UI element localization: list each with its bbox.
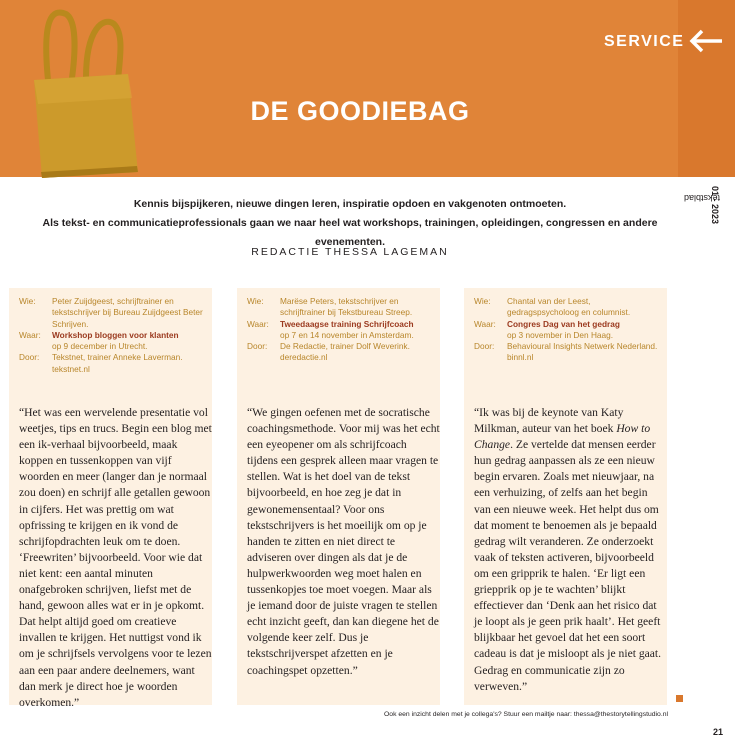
intro-line-2: Als tekst- en communicatieprofessionals gaan we naar heel wat workshops, trainingen, opleidingen, congressen en andere evenementen. <box>42 217 658 248</box>
page-number: 21 <box>713 727 724 737</box>
quote-part-2: . Ze vertelde dat mensen eerder hun gedrag aanpassen als ze een nieuw begin ervaren. Zoals met nieuwjaar, na een verhuizing, of zelfs aan het begin van een nieuwe week. Het helpt dus om dat moment te benoemen als je bepaald gedrag wilt veranderen. Ze onderzoekt vaak of teksten activeren, bijvoorbeeld om een gripprik te halen. ‘Er ligt een griepprik op je te wachten’ blijkt effectiever dan ‘Denk aan het risico dat je loopt als je geen prik haalt’. Het geeft blijkbaar het gevoel dat het een soort cadeau is dat je misloopt als je niet gaat. Gedrag en communicatie zijn zo verweven.” <box>474 438 662 693</box>
waar-label: Waar: <box>247 318 269 329</box>
wie-value: Marëse Peters, tekstschrijver en schrijftrainer bij Tekstbureau Streep. <box>280 296 413 318</box>
byline: REDACTIE THESSA LAGEMAN <box>251 246 449 258</box>
section-label: SERVICE <box>604 33 685 50</box>
door-value: Behavioural Insights Netwerk Nederland. binnl.nl <box>507 341 658 363</box>
event-when: op 7 en 14 november in Amsterdam. <box>280 329 414 340</box>
event-when: op 9 december in Utrecht. <box>52 341 148 352</box>
card-meta <box>474 296 664 364</box>
event-name: Congres Dag van het gedrag <box>507 318 620 329</box>
door-value: Tekstnet, trainer Anneke Laverman. tekstnet.nl <box>52 352 183 374</box>
review-card <box>9 288 212 709</box>
quote-text: “We gingen oefenen met de socratische coachingsmethode. Voor mij was het echt een eyeopener om als schrijfcoach tijdens een gesprek alleen maar vragen te stellen. Wat is het doel van de tekst bijvoorbeeld, en hoe zeg je dat in gewonemensentaal? Voor ons tekstschrijvers is het moeilijk om op je handen te zitten en niet direct te adviseren over dingen als dat je de hulpwerkwoorden weg moet halen en tussenkopjes toe moet voegen. Maar als je iemand door de juiste vragen te stellen echt inzicht geeft, dan kan diegene het de volgende keer zelf. Dus je tekstschrijverspet afzetten en je coachingspet opzetten.” <box>247 406 440 677</box>
end-mark <box>676 695 683 702</box>
wie-label: Wie: <box>19 296 36 306</box>
event-name: Tweedaagse training Schrijfcoach <box>280 318 414 329</box>
issue-number: 01 - 2023 <box>710 186 720 225</box>
wie-value: Peter Zuijdgeest, schrijftrainer en tekstschrijver bij Bureau Zuijdgeest Beter Schrijven. <box>52 296 203 329</box>
wie-value: Chantal van der Leest, gedragspsycholoog en columnist. <box>507 296 631 318</box>
intro-line-1: Kennis bijspijkeren, nieuwe dingen leren, inspiratie opdoen en vakgenoten ontmoeten. <box>133 198 567 210</box>
magazine-name: tekstblad <box>683 193 720 203</box>
door-value: De Redactie, trainer Dolf Weverink. deredactie.nl <box>280 341 410 363</box>
footer-note: Ook een inzicht delen met je collega's? Stuur een mailtje naar: thessa@thestorytellingstudio.nl <box>384 711 669 718</box>
wie-label: Wie: <box>247 296 264 306</box>
door-label: Door: <box>19 352 40 363</box>
waar-label: Waar: <box>19 329 41 340</box>
book-title: How to Change <box>474 422 651 452</box>
card-meta <box>247 296 437 364</box>
quote-text <box>474 405 667 695</box>
arrow-left-icon[interactable] <box>688 26 726 56</box>
intro-text <box>30 195 670 252</box>
side-running-head <box>683 181 728 271</box>
door-label: Door: <box>474 341 495 352</box>
waar-label: Waar: <box>474 318 496 329</box>
tote-bag-image <box>20 8 145 178</box>
card-meta <box>19 296 209 375</box>
event-name: Workshop bloggen voor klanten <box>52 329 179 340</box>
quote-text: “Het was een wervelende presentatie vol weetjes, tips en trucs. Begin een blog met een ik-verhaal bijvoorbeeld, maak koppen en tussenkoppen van vijf woorden en meer (langer dan je normaal zou doen) en schrijf alle getallen gewoon in cijfers. Het was prettig om wat opfrissing te krijgen en ik vond de schrijfopdrachten leuk om te doen. ‘Freewriten’ bijvoorbeeld. Voor wie dat niet kent: een aantal minuten onafgebroken schrijven, liefst met de hand, gewoon alles wat er in je opkomt. Dat helpt altijd goed om creatieve invallen te krijgen. Het nuttigst vond ik om je schrijfsels vervolgens voor te lezen aan een paar andere deelnemers, want dan merk je direct hoe je woorden overkomen.” <box>19 406 212 709</box>
wie-label: Wie: <box>474 296 491 306</box>
page-title: DE GOODIEBAG <box>250 96 470 126</box>
door-label: Door: <box>247 341 268 352</box>
review-card <box>464 288 667 705</box>
event-when: op 3 november in Den Haag. <box>507 329 614 340</box>
review-card <box>237 288 440 705</box>
quote-part-1: “Ik was bij de keynote van Katy Milkman, auteur van het boek <box>474 406 624 436</box>
